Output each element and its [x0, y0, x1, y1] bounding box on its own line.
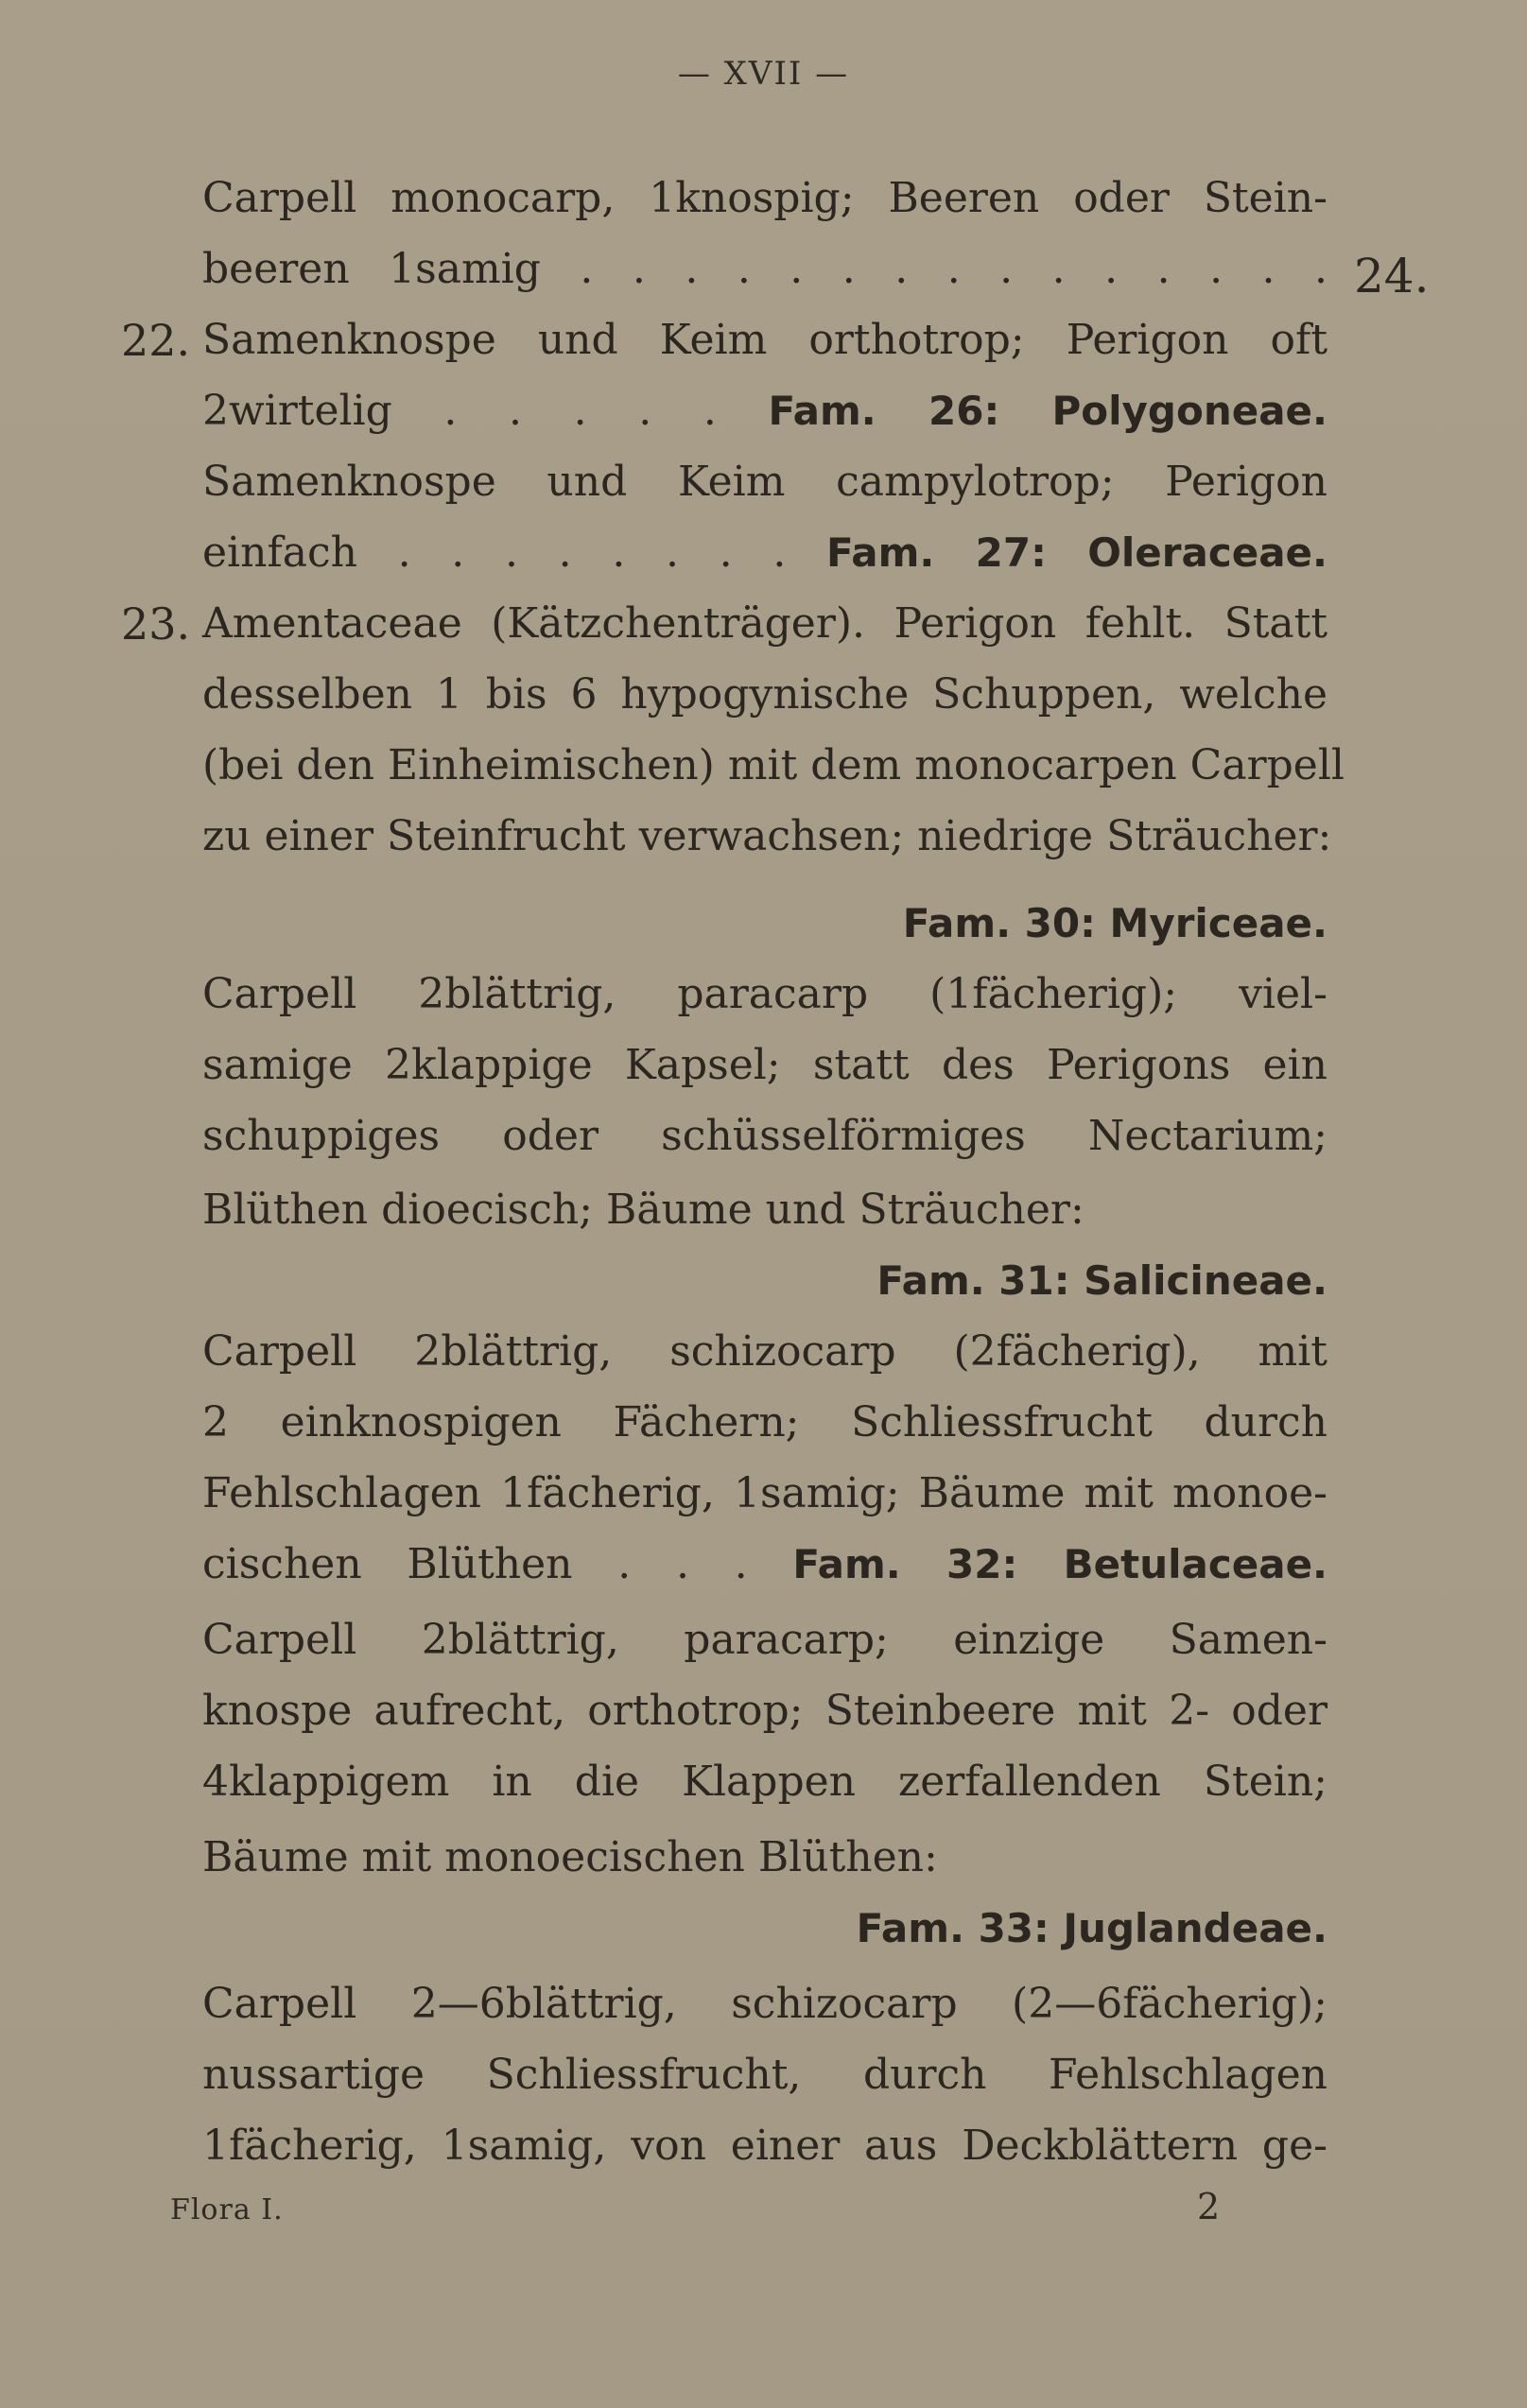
text-line: desselben 1 bis 6 hypogynische Schuppen, welche: [202, 670, 1327, 719]
text-line: zu einer Steinfrucht verwachsen; niedrige Sträucher:: [202, 812, 1332, 860]
text-line: 2 einknospigen Fächern; Schliessfrucht durch: [202, 1398, 1327, 1447]
text-line: schuppiges oder schüsselförmiges Nectarium;: [202, 1112, 1327, 1160]
text-fragment: cischen Blüthen . . .: [202, 1540, 793, 1588]
text-line: 1fächerig, 1samig, von einer aus Deckblättern ge-: [202, 2122, 1327, 2170]
text-line: Samenknospe und Keim orthotrop; Perigon oft: [202, 316, 1327, 364]
text-line: Amentaceae (Kätzchenträger). Perigon fehlt. Statt: [202, 599, 1327, 648]
text-line: Carpell 2—6blättrig, schizocarp (2—6fächerig);: [202, 1980, 1327, 2028]
text-line: beeren 1samig . . . . . . . . . . . . . . .: [202, 245, 1327, 293]
text-fragment: 2wirtelig . . . . .: [202, 387, 769, 435]
signature-mark: Flora I.: [170, 2193, 284, 2226]
text-line: Carpell 2blättrig, paracarp; einzige Samen-: [202, 1616, 1327, 1664]
family-line: [202, 1253, 1327, 1309]
text-line-with-family: [202, 383, 1327, 440]
family-label: Fam. 26: Polygoneae.: [768, 388, 1327, 434]
key-number-22: 22.: [121, 315, 191, 366]
text-line-with-family: [202, 1536, 1327, 1593]
key-number-23: 23.: [121, 598, 191, 650]
text-line: Carpell 2blättrig, paracarp (1fächerig); viel-: [202, 970, 1327, 1018]
text-line: Fehlschlagen 1fächerig, 1samig; Bäume mit monoe-: [202, 1469, 1327, 1517]
sheet-number: 2: [1197, 2186, 1221, 2227]
family-label: Fam. 32: Betulaceae.: [792, 1541, 1328, 1587]
text-line: samige 2klappige Kapsel; statt des Perigons ein: [202, 1041, 1327, 1089]
text-line: Bäume mit monoecischen Blüthen:: [202, 1833, 938, 1881]
marginal-reference: 24.: [1354, 249, 1430, 303]
text-line: knospe aufrecht, orthotrop; Steinbeere mit 2- oder: [202, 1687, 1327, 1735]
family-line: [202, 1900, 1327, 1957]
text-line-with-family: [202, 525, 1327, 581]
text-line: (bei den Einheimischen) mit dem monocarpen Carpell: [202, 741, 1345, 789]
family-label: Fam. 30: Myriceae.: [902, 900, 1327, 946]
family-label: Fam. 27: Oleraceae.: [826, 529, 1327, 576]
family-label: Fam. 33: Juglandeae.: [856, 1905, 1327, 1951]
family-label: Fam. 31: Salicineae.: [876, 1257, 1327, 1304]
text-line: nussartige Schliessfrucht, durch Fehlschlagen: [202, 2051, 1327, 2099]
family-line: [202, 895, 1327, 952]
text-line: Samenknospe und Keim campylotrop; Perigon: [202, 458, 1327, 506]
text-line: 4klappigem in die Klappen zerfallenden Stein;: [202, 1758, 1327, 1806]
text-fragment: einfach . . . . . . . .: [202, 528, 827, 577]
running-head: — XVII —: [677, 55, 850, 93]
text-line: Carpell monocarp, 1knospig; Beeren oder Stein-: [202, 174, 1327, 222]
text-line: Blüthen dioecisch; Bäume und Sträucher:: [202, 1186, 1085, 1234]
text-line: Carpell 2blättrig, schizocarp (2fächerig), mit: [202, 1327, 1327, 1376]
